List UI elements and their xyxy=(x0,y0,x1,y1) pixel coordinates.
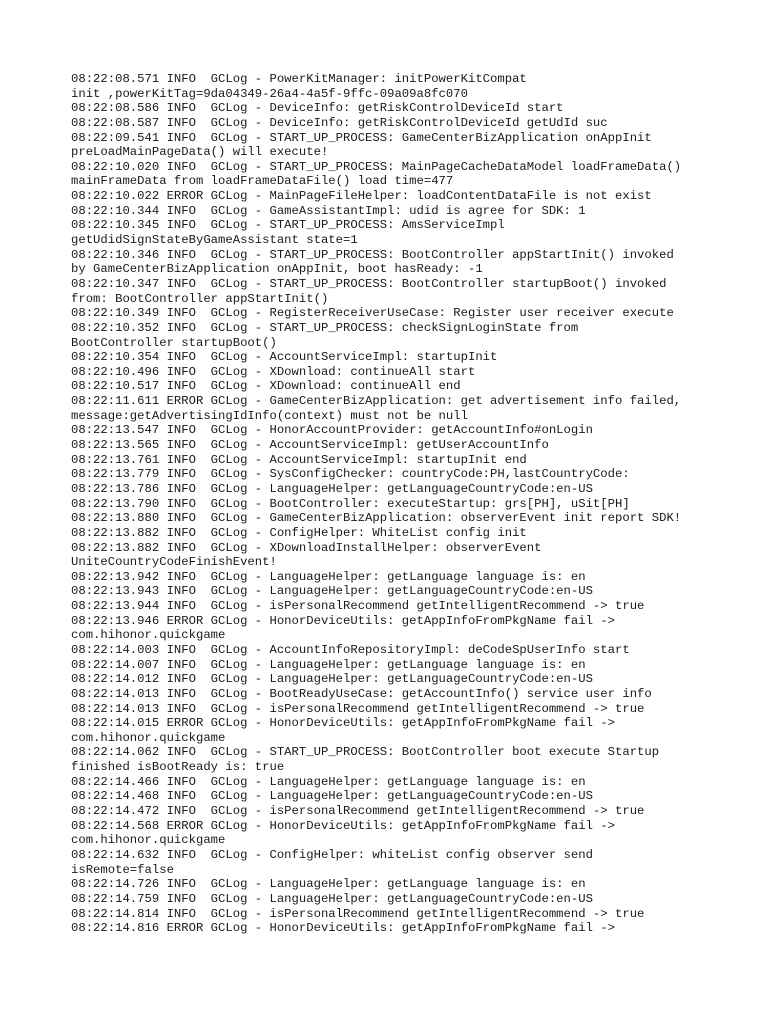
log-line: 08:22:10.022 ERROR GCLog - MainPageFileHelper: loadContentDataFile is not exist xyxy=(71,189,652,204)
log-line: 08:22:10.345 INFO GCLog - START_UP_PROCESS: AmsServiceImpl xyxy=(71,218,505,233)
log-line: 08:22:14.814 INFO GCLog - isPersonalRecommend getIntelligentRecommend -> true xyxy=(71,906,645,921)
log-line: 08:22:10.349 INFO GCLog - RegisterReceiverUseCase: Register user receiver execute xyxy=(71,306,674,321)
log-line: 08:22:13.779 INFO GCLog - SysConfigChecker: countryCode:PH,lastCountryCode: xyxy=(71,467,630,482)
log-line: 08:22:14.062 INFO GCLog - START_UP_PROCESS: BootController boot execute Startup xyxy=(71,745,660,760)
log-line: 08:22:14.015 ERROR GCLog - HonorDeviceUtils: getAppInfoFromPkgName fail -> xyxy=(71,716,615,731)
log-line: 08:22:10.020 INFO GCLog - START_UP_PROCESS: MainPageCacheDataModel loadFrameData() xyxy=(71,159,682,174)
log-line: 08:22:14.759 INFO GCLog - LanguageHelper: getLanguageCountryCode:en-US xyxy=(71,891,593,906)
log-line: getUdidSignStateByGameAssistant state=1 xyxy=(71,233,358,248)
log-line: 08:22:14.568 ERROR GCLog - HonorDeviceUtils: getAppInfoFromPkgName fail -> xyxy=(71,818,615,833)
log-line: isRemote=false xyxy=(71,862,174,877)
log-line: 08:22:10.344 INFO GCLog - GameAssistantImpl: udid is agree for SDK: 1 xyxy=(71,203,586,218)
log-line: 08:22:09.541 INFO GCLog - START_UP_PROCESS: GameCenterBizApplication onAppInit xyxy=(71,130,652,145)
log-line: from: BootController appStartInit() xyxy=(71,291,329,306)
log-line: 08:22:13.944 INFO GCLog - isPersonalRecommend getIntelligentRecommend -> true xyxy=(71,599,645,614)
log-line: 08:22:14.013 INFO GCLog - isPersonalRecommend getIntelligentRecommend -> true xyxy=(71,701,645,716)
log-line: finished isBootReady is: true xyxy=(71,760,285,775)
log-line: 08:22:13.880 INFO GCLog - GameCenterBizApplication: observerEvent init report SDK! xyxy=(71,511,682,526)
log-line: com.hihonor.quickgame xyxy=(71,833,226,848)
log-line: 08:22:14.468 INFO GCLog - LanguageHelper: getLanguageCountryCode:en-US xyxy=(71,789,593,804)
log-line: com.hihonor.quickgame xyxy=(71,730,226,745)
log-line: 08:22:13.761 INFO GCLog - AccountServiceImpl: startupInit end xyxy=(71,452,527,467)
log-line: 08:22:13.946 ERROR GCLog - HonorDeviceUtils: getAppInfoFromPkgName fail -> xyxy=(71,613,615,628)
log-line: 08:22:10.346 INFO GCLog - START_UP_PROCESS: BootController appStartInit() invoked xyxy=(71,247,674,262)
log-line: preLoadMainPageData() will execute! xyxy=(71,145,329,160)
log-line: 08:22:13.790 INFO GCLog - BootController: executeStartup: grs[PH], uSit[PH] xyxy=(71,496,630,511)
log-line: init ,powerKitTag=9da04349-26a4-4a5f-9ffc-09a09a8fc070 xyxy=(71,86,468,101)
log-line: 08:22:13.786 INFO GCLog - LanguageHelper: getLanguageCountryCode:en-US xyxy=(71,481,593,496)
log-line: 08:22:14.472 INFO GCLog - isPersonalRecommend getIntelligentRecommend -> true xyxy=(71,804,645,819)
log-line: BootController startupBoot() xyxy=(71,335,277,350)
log-line: 08:22:14.466 INFO GCLog - LanguageHelper: getLanguage language is: en xyxy=(71,774,586,789)
log-line: 08:22:14.003 INFO GCLog - AccountInfoRepositoryImpl: deCodeSpUserInfo start xyxy=(71,642,630,657)
log-line: 08:22:13.547 INFO GCLog - HonorAccountProvider: getAccountInfo#onLogin xyxy=(71,423,593,438)
log-line: 08:22:08.587 INFO GCLog - DeviceInfo: getRiskControlDeviceId getUdId suc xyxy=(71,115,608,130)
log-line: message:getAdvertisingIdInfo(context) must not be null xyxy=(71,408,468,423)
log-line: 08:22:14.726 INFO GCLog - LanguageHelper: getLanguage language is: en xyxy=(71,877,586,892)
log-line: 08:22:13.943 INFO GCLog - LanguageHelper: getLanguageCountryCode:en-US xyxy=(71,584,593,599)
log-line: 08:22:13.942 INFO GCLog - LanguageHelper: getLanguage language is: en xyxy=(71,569,586,584)
log-line: 08:22:14.816 ERROR GCLog - HonorDeviceUtils: getAppInfoFromPkgName fail -> xyxy=(71,921,615,936)
log-line: by GameCenterBizApplication onAppInit, boot hasReady: -1 xyxy=(71,262,483,277)
log-line: 08:22:14.007 INFO GCLog - LanguageHelper: getLanguage language is: en xyxy=(71,657,586,672)
log-line: 08:22:10.347 INFO GCLog - START_UP_PROCESS: BootController startupBoot() invoked xyxy=(71,276,667,291)
log-line: 08:22:13.565 INFO GCLog - AccountServiceImpl: getUserAccountInfo xyxy=(71,438,549,453)
log-line: 08:22:14.013 INFO GCLog - BootReadyUseCase: getAccountInfo() service user info xyxy=(71,686,652,701)
log-line: UniteCountryCodeFinishEvent! xyxy=(71,555,277,570)
log-line: com.hihonor.quickgame xyxy=(71,628,226,643)
log-line: 08:22:08.571 INFO GCLog - PowerKitManager: initPowerKitCompat xyxy=(71,72,527,86)
log-line: 08:22:10.352 INFO GCLog - START_UP_PROCESS: checkSignLoginState from xyxy=(71,320,579,335)
log-line: 08:22:08.586 INFO GCLog - DeviceInfo: getRiskControlDeviceId start xyxy=(71,101,564,116)
log-text-block xyxy=(71,72,751,936)
log-line: 08:22:14.012 INFO GCLog - LanguageHelper: getLanguageCountryCode:en-US xyxy=(71,672,593,687)
log-line: 08:22:10.496 INFO GCLog - XDownload: continueAll start xyxy=(71,364,476,379)
log-line: 08:22:10.517 INFO GCLog - XDownload: continueAll end xyxy=(71,379,461,394)
log-line: 08:22:13.882 INFO GCLog - ConfigHelper: WhiteList config init xyxy=(71,525,527,540)
log-line: mainFrameData from loadFrameDataFile() load time=477 xyxy=(71,174,454,189)
log-line: 08:22:13.882 INFO GCLog - XDownloadInstallHelper: observerEvent xyxy=(71,540,542,555)
log-line: 08:22:14.632 INFO GCLog - ConfigHelper: whiteList config observer send xyxy=(71,847,593,862)
log-line: 08:22:11.611 ERROR GCLog - GameCenterBizApplication: get advertisement info failed, xyxy=(71,394,682,409)
log-line: 08:22:10.354 INFO GCLog - AccountServiceImpl: startupInit xyxy=(71,350,498,365)
